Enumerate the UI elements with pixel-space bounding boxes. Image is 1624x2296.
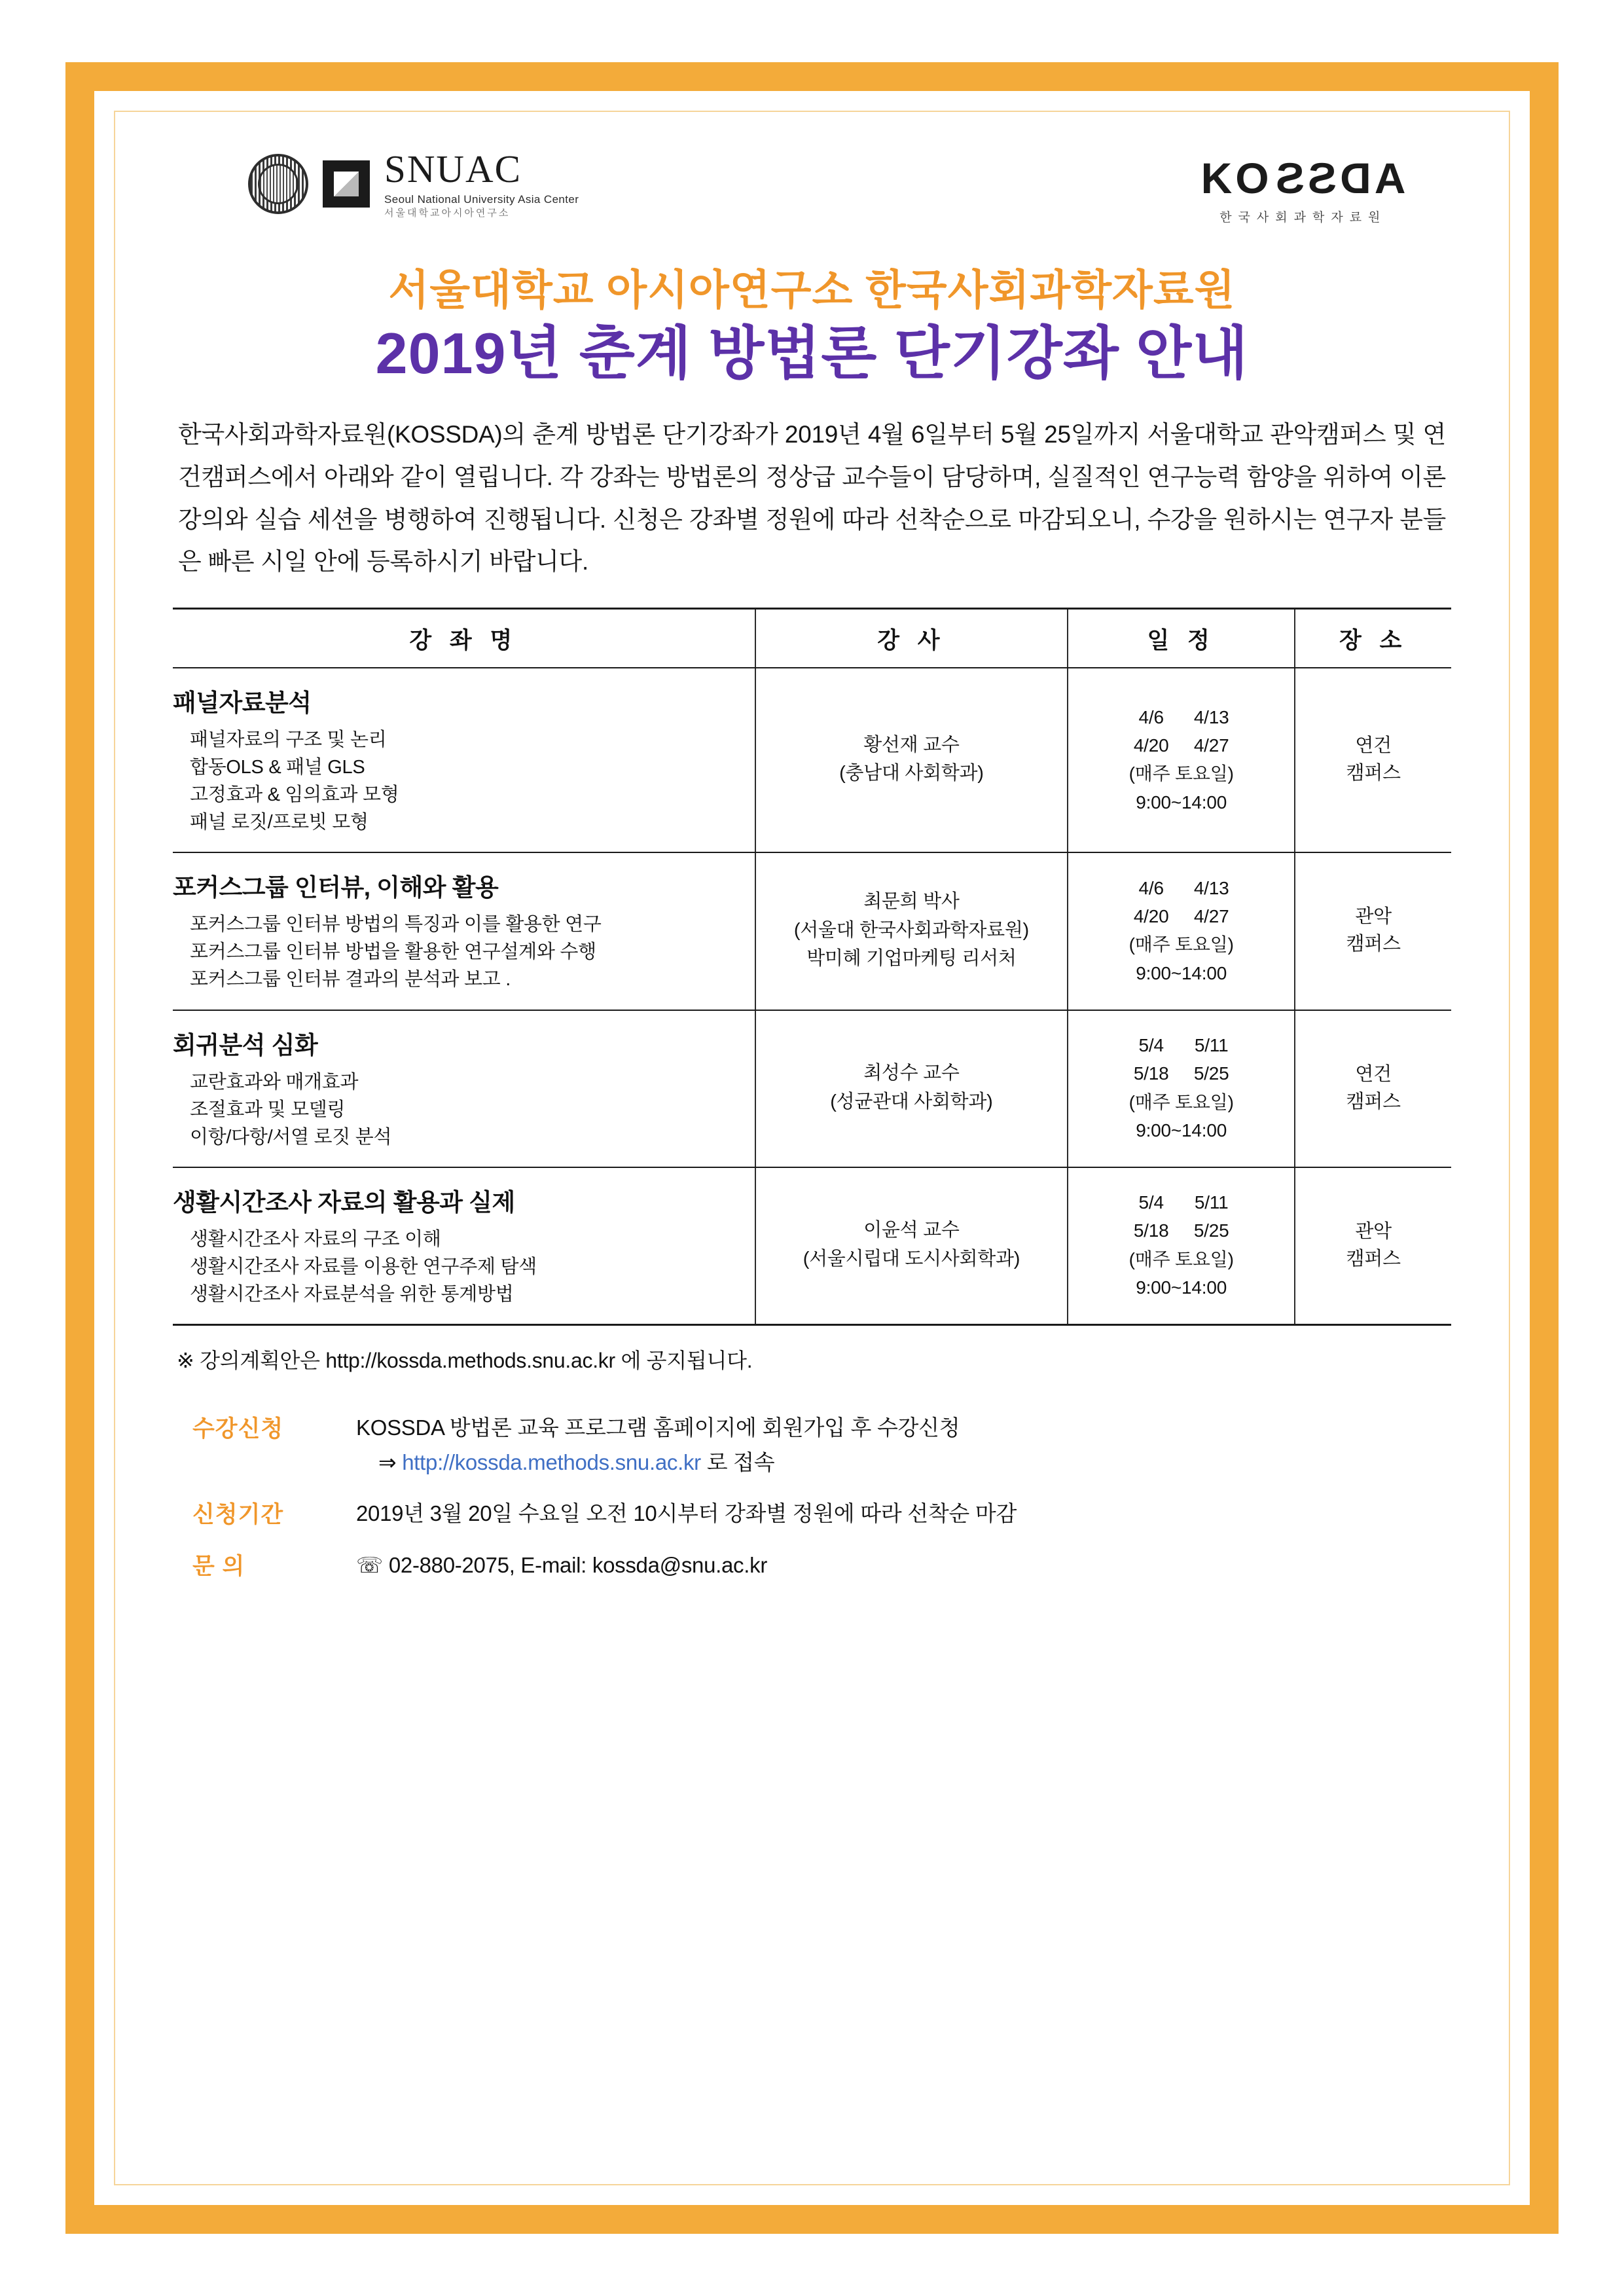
lecturer-affiliation: (서울대 한국사회과학자료원): [793, 919, 1029, 941]
contact-value: ☏ 02-880-2075, E-mail: kossda@snu.ac.kr: [356, 1553, 768, 1578]
schedule-date: 5/18: [1133, 1220, 1169, 1241]
table-row: [173, 668, 1451, 852]
schedule-dates-line2: [1068, 1216, 1294, 1245]
snu-seal-icon: [248, 154, 308, 214]
title-block: [173, 266, 1451, 388]
course-table: [173, 608, 1451, 1326]
schedule-weekday: (매주 토요일): [1128, 934, 1234, 955]
schedule-date: 4/6: [1138, 706, 1164, 727]
course-name: 회귀분석 심화: [173, 1031, 318, 1059]
logo-row: [173, 137, 1451, 235]
lecturer-cell: [755, 1010, 1068, 1167]
schedule-date: 4/27: [1193, 906, 1229, 927]
schedule-time: 9:00~14:00: [1136, 1120, 1227, 1140]
lecturer-name: 최문희 박사: [863, 891, 960, 913]
place-cell: [1295, 668, 1451, 852]
info-row-contact: [192, 1548, 1451, 1583]
place-line1: 관악: [1355, 1220, 1392, 1242]
place-line2: 캠퍼스: [1346, 1248, 1401, 1269]
schedule-date: 5/25: [1193, 1220, 1229, 1241]
snuac-square-mark-icon: [323, 160, 370, 208]
apply-value: [356, 1411, 960, 1480]
kossda-wordmark: [1201, 156, 1405, 200]
lecturer-cell: [755, 852, 1068, 1010]
place-line2: 캠퍼스: [1346, 934, 1401, 955]
info-row-apply: [192, 1411, 1451, 1480]
course-table-header-row: [173, 609, 1451, 668]
schedule-weekday: (매주 토요일): [1128, 763, 1234, 784]
table-row: [173, 852, 1451, 1010]
course-topic: 포커스그룹 인터뷰 방법의 특징과 이를 활용한 연구: [190, 914, 602, 936]
course-topic: 생활시간조사 자료분석을 위한 통계방법: [190, 1283, 514, 1305]
apply-label: 수강신청: [192, 1415, 284, 1442]
course-table-body: [173, 668, 1451, 1324]
schedule-dates-line2: [1068, 731, 1294, 759]
course-cell: [173, 668, 755, 852]
course-table-head: [173, 609, 1451, 668]
schedule-dates-line1: [1068, 1031, 1294, 1059]
place-line2: 캠퍼스: [1346, 1091, 1401, 1112]
lecturer-affiliation: (성균관대 사회학과): [830, 1091, 993, 1112]
course-topic: 패널자료의 구조 및 논리: [190, 729, 387, 751]
kossda-subtitle-ko: 한국사회과학자료원: [1219, 211, 1387, 225]
intro-paragraph: 한국사회과학자료원(KOSSDA)의 춘계 방법론 단기강좌가 2019년 4월 6일부터 5월 25일까지 서울대학교 관악캠퍼스 및 연건캠퍼스에서 아래와 같이 열립니다. 각 강좌는 방법론의 정상급 교수들이 담당하며, 실질적인 연구능력 함양을 위하여 이론 강의와 실습 세션을 병행하여 진행됩니다. 신청은 강좌별 정원에 따라 선착순으로 마감되오니, 수강을 원하시는 연구자 분들은 빠른 시일 안에 등록하시기 바랍니다.: [178, 421, 1446, 575]
course-topic: 고정효과 & 임의효과 모형: [190, 784, 399, 806]
table-row: [173, 1167, 1451, 1325]
snuac-subtitle-en: Seoul National University Asia Center: [384, 193, 579, 206]
kossda-wordmark-left: KO: [1200, 154, 1272, 202]
header-lecturer: 강 사: [755, 609, 1068, 668]
apply-text: KOSSDA 방법론 교육 프로그램 홈페이지에 회원가입 후 수강신청: [356, 1415, 960, 1440]
schedule-dates-line2: [1068, 1059, 1294, 1087]
snuac-wordmark: SNUAC: [384, 147, 522, 191]
course-name: 생활시간조사 자료의 활용과 실제: [173, 1188, 515, 1216]
apply-link-suffix: 로 접속: [706, 1449, 775, 1474]
schedule-dates-line2: [1068, 902, 1294, 930]
schedule-date: 4/13: [1193, 877, 1229, 898]
lecturer-name: 황선재 교수: [863, 734, 960, 756]
lecturer-cell: [755, 668, 1068, 852]
course-topic: 포커스그룹 인터뷰 방법을 활용한 연구설계와 수행: [190, 941, 596, 963]
place-line2: 캠퍼스: [1346, 763, 1401, 784]
contact-label: 문 의: [192, 1554, 245, 1580]
schedule-date: 5/18: [1133, 1063, 1169, 1084]
place-cell: [1295, 1167, 1451, 1325]
course-topic: 합동OLS & 패널 GLS: [190, 757, 365, 778]
schedule-cell: [1068, 668, 1295, 852]
lecturer-name-second: 박미혜 기업마케팅 리서처: [806, 948, 1017, 970]
place-line1: 관악: [1355, 906, 1392, 928]
lecturer-name: 이윤석 교수: [863, 1220, 960, 1241]
schedule-date: 5/4: [1138, 1034, 1164, 1055]
lecturer-affiliation: (서울시립대 도시사회학과): [803, 1248, 1020, 1269]
course-topic: 패널 로짓/프로빗 모형: [190, 812, 369, 833]
schedule-time: 9:00~14:00: [1136, 962, 1227, 983]
course-topic: 생활시간조사 자료의 구조 이해: [190, 1228, 441, 1250]
schedule-cell: [1068, 1010, 1295, 1167]
table-row: [173, 1010, 1451, 1167]
schedule-date: 5/11: [1194, 1192, 1229, 1212]
kossda-wordmark-flipped: ADSS: [1272, 154, 1405, 202]
schedule-date: 4/20: [1133, 906, 1169, 927]
schedule-cell: [1068, 852, 1295, 1010]
snuac-subtitle-ko: 서울대학교아시아연구소: [384, 208, 511, 219]
poster-orange-frame: [65, 62, 1559, 2234]
course-topic: 생활시간조사 자료를 이용한 연구주제 탐색: [190, 1256, 537, 1277]
page-title: 2019년 춘계 방법론 단기강좌 안내: [375, 320, 1249, 386]
schedule-date: 5/11: [1194, 1034, 1229, 1055]
course-topic: 교란효과와 매개효과: [190, 1071, 359, 1093]
place-cell: [1295, 852, 1451, 1010]
kossda-logo: [1201, 150, 1405, 225]
schedule-date: 4/27: [1193, 735, 1229, 756]
place-line1: 연건: [1355, 1063, 1392, 1085]
schedule-date: 4/13: [1193, 706, 1229, 727]
course-name: 패널자료분석: [173, 689, 312, 717]
info-row-period: [192, 1497, 1451, 1531]
schedule-date: 4/20: [1133, 735, 1169, 756]
lecturer-cell: [755, 1167, 1068, 1325]
arrow-icon: ⇒: [378, 1449, 397, 1474]
schedule-dates-line1: [1068, 703, 1294, 731]
schedule-time: 9:00~14:00: [1136, 1277, 1227, 1298]
course-name: 포커스그룹 인터뷰, 이해와 활용: [173, 874, 499, 902]
period-value: 2019년 3월 20일 수요일 오전 10시부터 강좌별 정원에 따라 선착순 마감: [356, 1501, 1017, 1526]
course-topic: 포커스그룹 인터뷰 결과의 분석과 보고 .: [190, 969, 511, 991]
apply-link[interactable]: http://kossda.methods.snu.ac.kr: [402, 1449, 701, 1474]
place-line1: 연건: [1355, 735, 1392, 757]
place-cell: [1295, 1010, 1451, 1167]
schedule-dates-line1: [1068, 874, 1294, 902]
course-topic: 이항/다항/서열 로짓 분석: [190, 1126, 392, 1148]
course-cell: [173, 1010, 755, 1167]
course-topic: 조절효과 및 모델링: [190, 1099, 346, 1120]
snuac-logo-text: [384, 147, 579, 219]
lecturer-affiliation: (충남대 사회학과): [839, 763, 984, 784]
header-place: 장 소: [1295, 609, 1451, 668]
syllabus-note: ※ 강의계획안은 http://kossda.methods.snu.ac.kr 에 공지됩니다.: [177, 1348, 753, 1372]
period-label: 신청기간: [192, 1502, 284, 1528]
schedule-weekday: (매주 토요일): [1128, 1248, 1234, 1269]
apply-link-row: [356, 1446, 774, 1480]
schedule-weekday: (매주 토요일): [1128, 1091, 1234, 1112]
schedule-dates-line1: [1068, 1188, 1294, 1216]
schedule-cell: [1068, 1167, 1295, 1325]
snuac-logo: [248, 147, 579, 219]
page-subtitle: 서울대학교 아시아연구소 한국사회과학자료원: [388, 266, 1236, 314]
poster-content: [173, 137, 1451, 2166]
schedule-date: 5/25: [1193, 1063, 1229, 1084]
header-course-name: 강 좌 명: [173, 609, 755, 668]
info-block: [173, 1411, 1451, 1583]
lecturer-name: 최성수 교수: [863, 1063, 960, 1084]
course-cell: [173, 852, 755, 1010]
schedule-time: 9:00~14:00: [1136, 792, 1227, 812]
schedule-date: 4/6: [1138, 877, 1164, 898]
schedule-date: 5/4: [1138, 1192, 1164, 1212]
course-cell: [173, 1167, 755, 1325]
header-schedule: 일 정: [1068, 609, 1295, 668]
